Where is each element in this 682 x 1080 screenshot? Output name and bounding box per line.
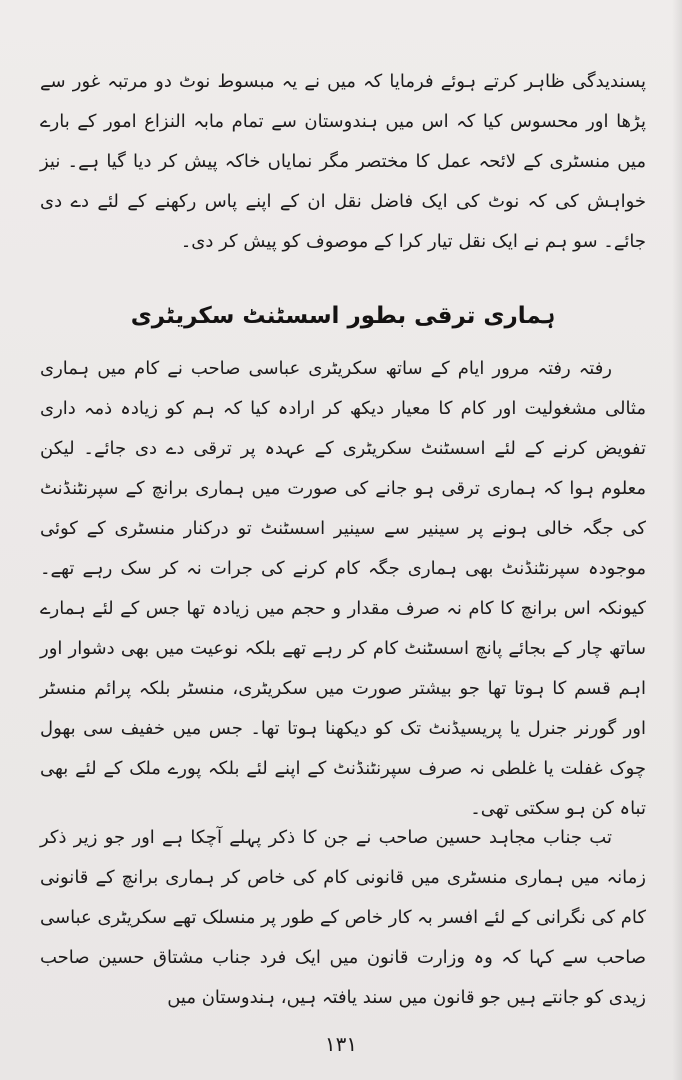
paragraph-1 [40, 62, 646, 262]
scan-edge-shadow [672, 0, 682, 1080]
paragraph-2 [40, 349, 646, 829]
section-heading: ہماری ترقی بطور اسسٹنٹ سکریٹری [130, 303, 556, 329]
paragraph-2-text: رفتہ رفتہ مرور ایام کے ساتھ سکریٹری عباسی صاحب نے کام میں ہماری مثالی مشغولیت اور کام کا معیار دیکھ کر ارادہ کیا کہ ہم کو زیادہ ذمہ داری تفویض کرنے کے لئے اسسٹنٹ سکریٹری کے عہدہ پر ترقی دے دی جائے۔ لیکن معلوم ہوا کہ ہماری ترقی ہو جانے کی صورت میں ہماری برانچ کے سپرنٹنڈنٹ کی جگہ خالی ہونے پر سینیر سے سینیر اسسٹنٹ تو درکنار منسٹری کے کوئی موجودہ سپرنٹنڈنٹ بھی ہماری جگہ کام کرنے کی جرات نہ کر سک رہے تھے۔ کیونکہ اس برانچ کا کام نہ صرف مقدار و حجم میں زیادہ تھا جس کے لئے ہمارے ساتھ چار کے بجائے پانچ اسسٹنٹ کام کر رہے تھے بلکہ نوعیت میں بھی دشوار اور اہم قسم کا ہوتا تھا جو بیشتر صورت میں سکریٹری، منسٹر بلکہ پرائم منسٹر اور گورنر جنرل یا پریسیڈنٹ تک کو دیکھنا ہوتا تھا۔ جس میں خفیف سی بھول چوک غفلت یا غلطی نہ صرف سپرنٹنڈنٹ کے اپنے لئے بلکہ پورے ملک کے لئے بھی تباہ کن ہو سکتی تھی۔ [40, 358, 646, 819]
paragraph-3-text: تب جناب مجاہد حسین صاحب نے جن کا ذکر پہلے آچکا ہے اور جو زیر ذکر زمانہ میں ہماری منسٹری میں قانونی کام کی خاص کر ہماری برانچ کے قانونی کام کی نگرانی کے لئے افسر بہ کار خاص کے طور پر منسلک تھے سکریٹری عباسی صاحب سے کہا کہ وہ وزارت قانون میں ایک فرد جناب مشتاق حسین صاحب زیدی کو جانتے ہیں جو قانون میں سند یافتہ ہیں، ہندوستان میں [40, 827, 646, 1008]
page-number: ۱۳۱ [324, 1032, 358, 1056]
paragraph-3 [40, 818, 646, 1018]
paragraph-1-text: پسندیدگی ظاہر کرتے ہوئے فرمایا کہ میں نے یہ مبسوط نوٹ دو مرتبہ غور سے پڑھا اور محسوس کیا کہ اس میں ہندوستان سے تمام مابہ النزاع امور کے بارے میں منسٹری کے لائحہ عمل کا مختصر مگر نمایاں خاکہ پیش کر دیا گیا ہے۔ نیز خواہش کی کہ نوٹ کی ایک فاضل نقل ان کے اپنے پاس رکھنے کے لئے دے دی جائے۔ سو ہم نے ایک نقل تیار کرا کے موصوف کو پیش کر دی۔ [40, 71, 646, 252]
